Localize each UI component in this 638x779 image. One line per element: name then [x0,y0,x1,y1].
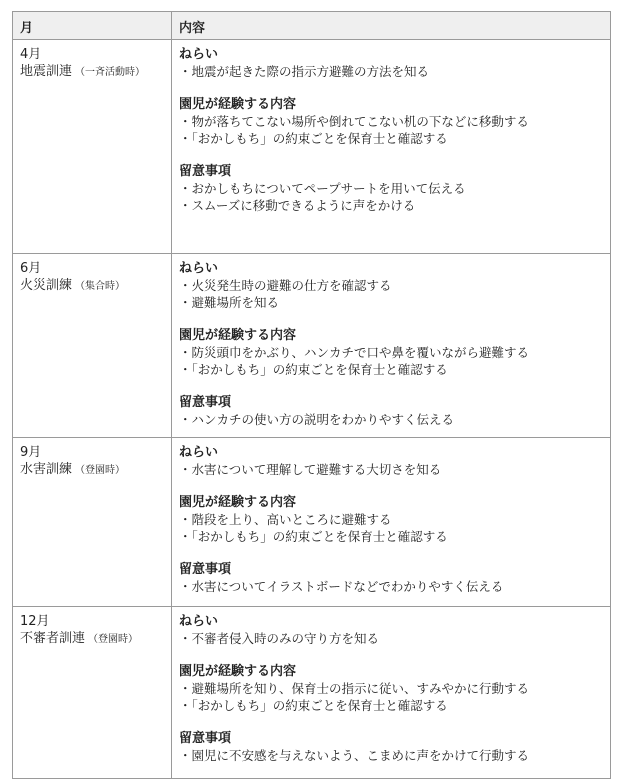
content-section [179,260,603,311]
month-cell [13,607,172,779]
section-heading: ねらい [179,47,219,62]
drill-title [20,461,164,479]
month-label: 9月 [20,445,42,460]
section-item: ・水害についてイラストボードなどでわかりやすく伝える [179,579,504,594]
content-section [179,663,603,714]
section-item: ・階段を上り、高いところに避難する [179,512,392,527]
drill-timing-note: （登園時） [88,634,139,645]
month-label: 6月 [20,261,42,276]
drill-timing-note: （登園時） [75,465,126,476]
drill-title [20,630,164,648]
month-cell [13,438,172,607]
table-row [13,607,611,779]
section-item: ・「おかしもち」の約束ごとを保育士と確認する [179,362,448,377]
content-section [179,394,603,428]
section-heading: 留意事項 [179,164,232,179]
section-item: ・避難場所を知る [179,295,280,310]
section-heading: ねらい [179,614,219,629]
section-item: ・火災発生時の避難の仕方を確認する [179,278,392,293]
drill-timing-note: （一斉活動時） [75,67,146,78]
content-section [179,46,603,80]
section-heading: 園児が経験する内容 [179,97,297,112]
drill-plan-table [12,11,611,779]
content-section [179,730,603,764]
section-item: ・園児に不安感を与えないよう、こまめに声をかけて行動する [179,748,530,763]
section-heading: ねらい [179,445,219,460]
month-cell [13,40,172,254]
section-item: ・「おかしもち」の約束ごとを保育士と確認する [179,529,448,544]
drill-title [20,277,164,295]
table-row [13,438,611,607]
section-item: ・おかしもちについてペープサートを用いて伝える [179,181,466,196]
section-heading: 留意事項 [179,731,232,746]
content-section [179,96,603,147]
content-cell [172,40,611,254]
month-label: 4月 [20,47,42,62]
section-heading: ねらい [179,261,219,276]
header-row [13,12,611,40]
section-item: ・物が落ちてこない場所や倒れてこない机の下などに移動する [179,114,529,129]
section-item: ・「おかしもち」の約束ごとを保育士と確認する [179,131,448,146]
section-heading: 留意事項 [179,562,232,577]
section-item: ・「おかしもち」の約束ごとを保育士と確認する [179,698,448,713]
content-section [179,444,603,478]
section-heading: 園児が経験する内容 [179,495,297,510]
table-body [13,40,611,779]
content-section [179,494,603,545]
section-heading: 園児が経験する内容 [179,328,297,343]
content-section [179,561,603,595]
drill-name: 地震訓連 [20,64,73,79]
section-item: ・スムーズに移動できるように声をかける [179,198,416,213]
section-item: ・ハンカチの使い方の説明をわかりやすく伝える [179,412,455,427]
section-item: ・地震が起きた際の指示方避難の方法を知る [179,64,430,79]
table-row [13,254,611,438]
month-label: 12月 [20,614,50,629]
content-cell [172,254,611,438]
section-heading: 園児が経験する内容 [179,664,297,679]
month-cell [13,254,172,438]
content-cell [172,607,611,779]
drill-name: 不審者訓連 [20,631,86,646]
drill-name: 火災訓練 [20,278,73,293]
drill-timing-note: （集合時） [75,281,126,292]
content-cell [172,438,611,607]
section-item: ・防災頭巾をかぶり、ハンカチで口や鼻を覆いながら避難する [179,345,530,360]
content-section [179,327,603,378]
drill-name: 水害訓練 [20,462,73,477]
section-item: ・水害について理解して避難する大切さを知る [179,462,442,477]
section-heading: 留意事項 [179,395,232,410]
content-section [179,613,603,647]
header-month: 月 [13,12,172,40]
section-item: ・避難場所を知り、保育士の指示に従い、すみやかに行動する [179,681,530,696]
table-row [13,40,611,254]
content-section [179,163,603,214]
section-item: ・不審者侵入時のみの守り方を知る [179,631,380,646]
header-content: 内容 [172,12,611,40]
drill-title [20,63,164,81]
